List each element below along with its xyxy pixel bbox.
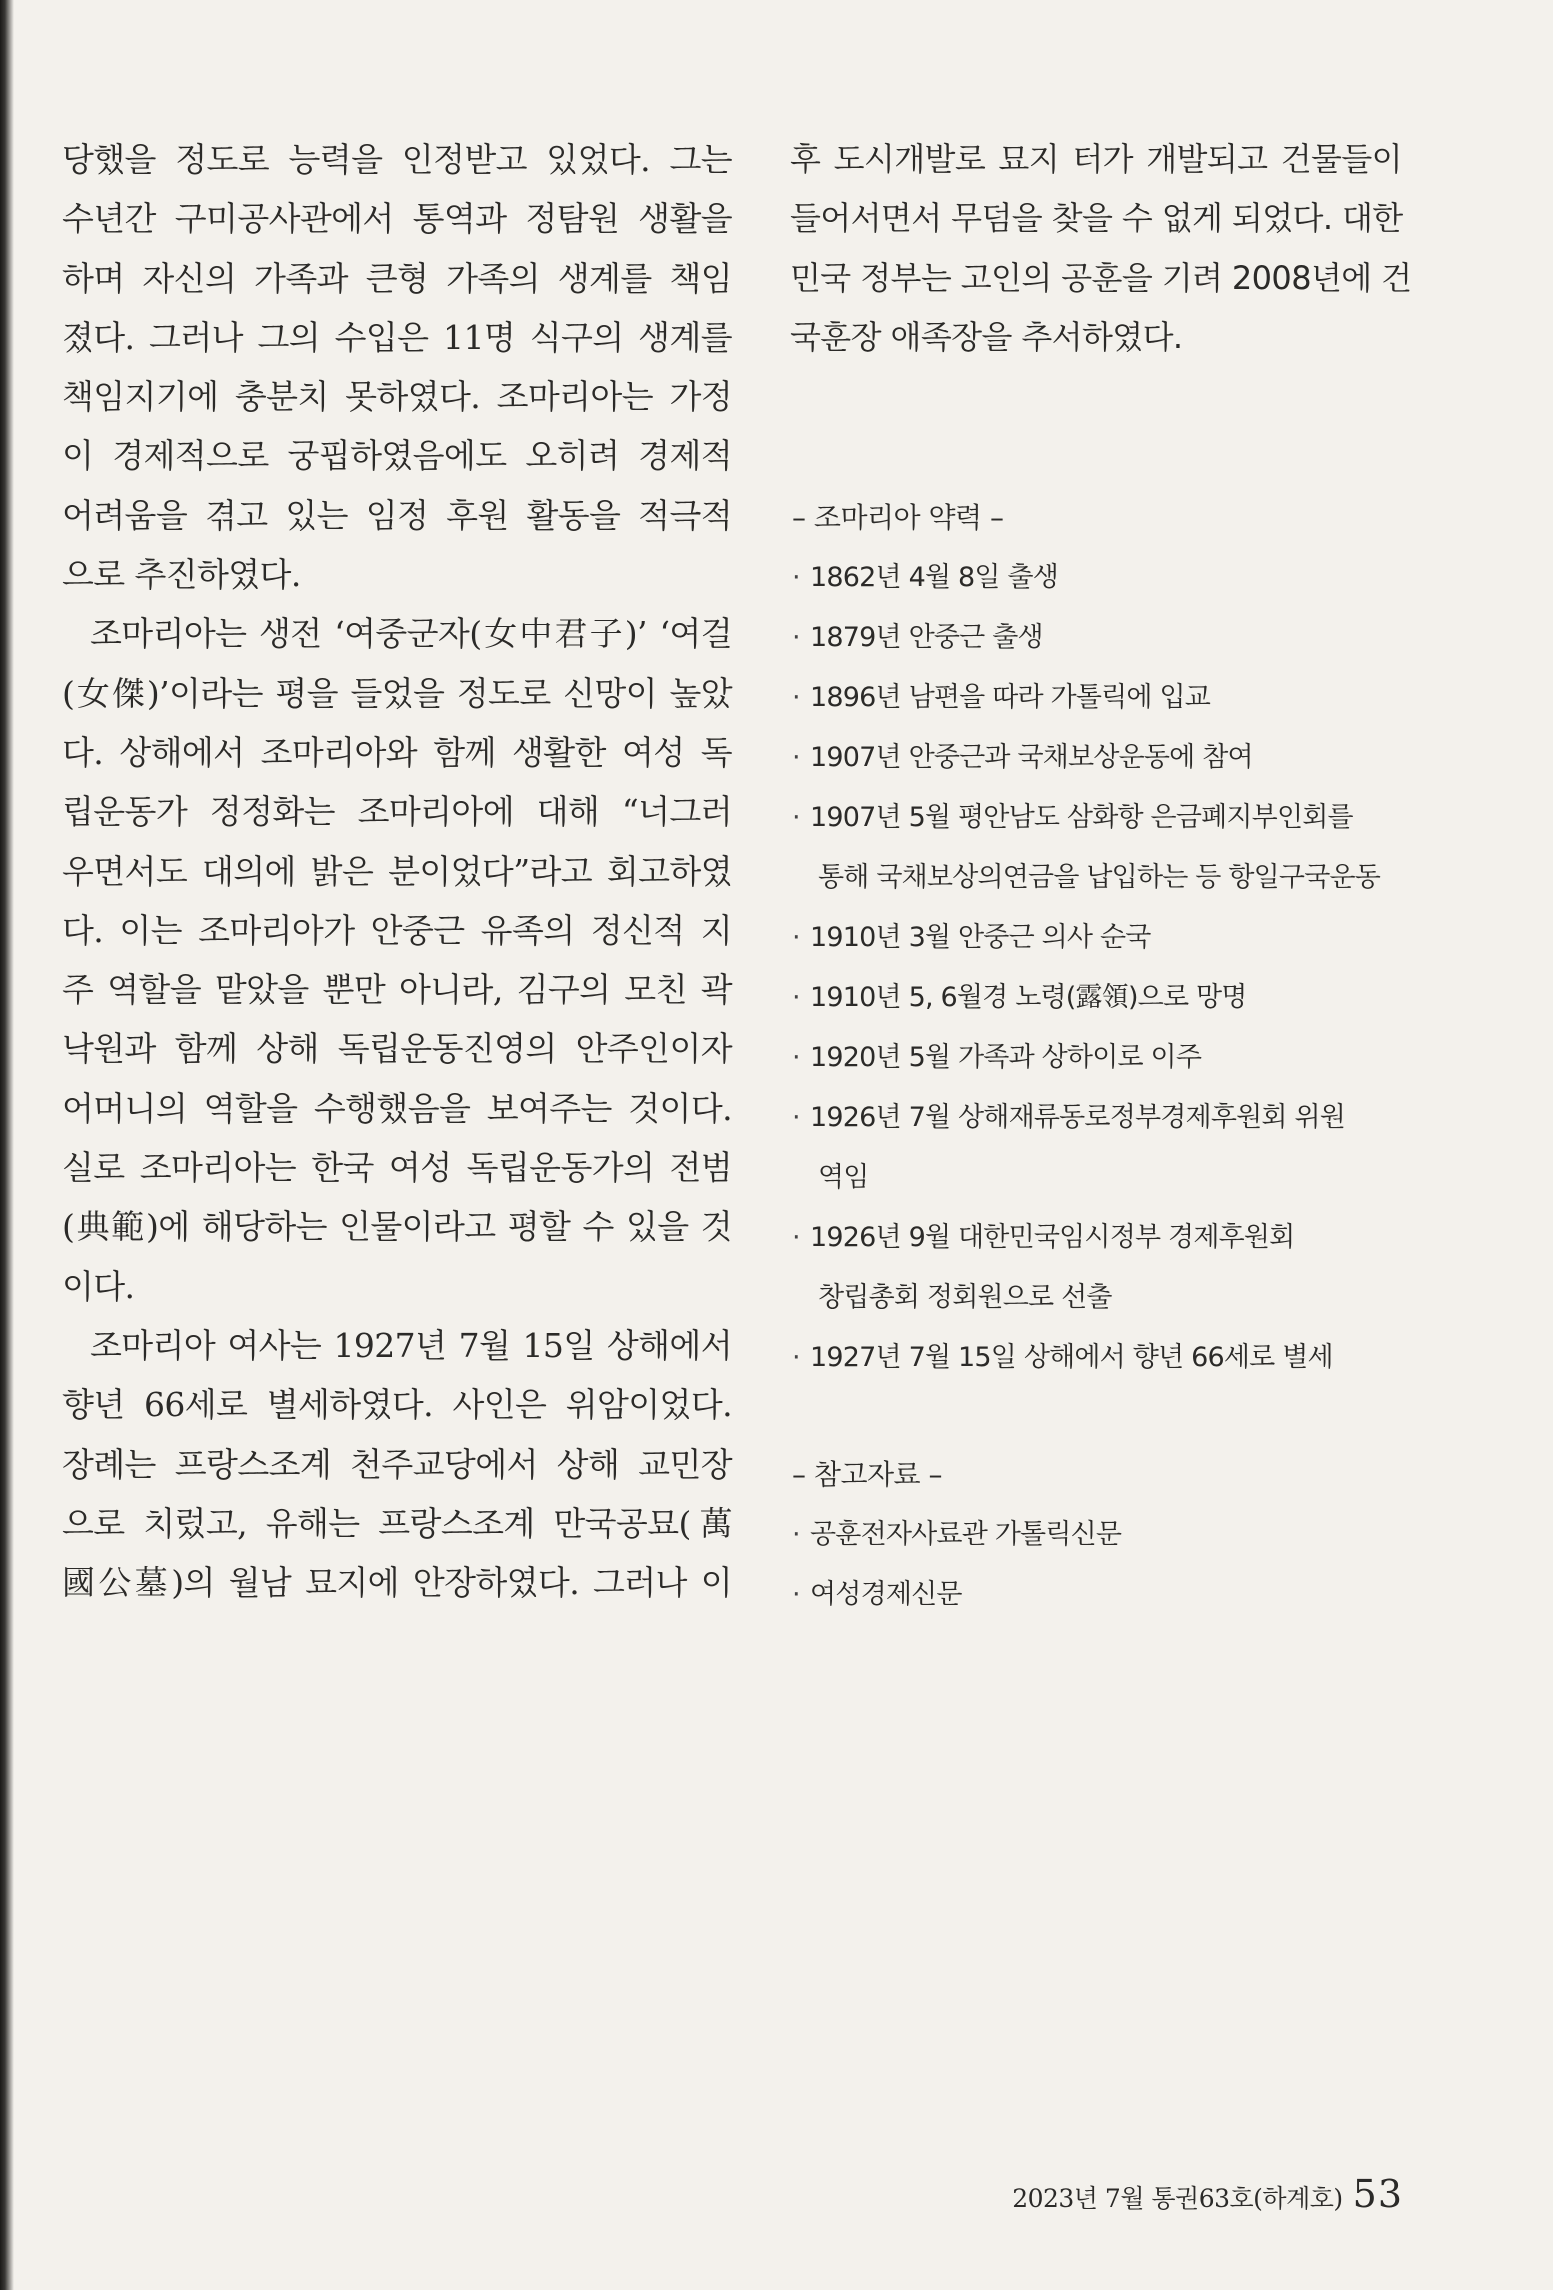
bullet-dot: · [792, 1102, 800, 1133]
page-binding-shadow [0, 0, 14, 2290]
bullet-dot: · [792, 622, 800, 653]
career-item-text: 1879년 안중근 출생 [810, 622, 1043, 653]
paragraph-line: 후 도시개발로 묘지 터가 개발되고 건물들이 [790, 140, 1402, 178]
career-item-text: 1907년 5월 평안남도 삼화항 은금폐지부인회를 [810, 802, 1353, 833]
career-item [792, 1208, 1412, 1268]
career-item-text: 1926년 7월 상해재류동로정부경제후원회 위원 [810, 1102, 1346, 1133]
career-item [792, 788, 1412, 848]
page-footer [1012, 2172, 1403, 2216]
career-item [792, 908, 1412, 968]
issue-info: 2023년 7월 통권63호(하계호) [1012, 2184, 1343, 2213]
left-text-column [62, 130, 732, 1612]
paragraph-line: 조마리아 여사는 1927년 7월 15일 상해에서 [90, 1325, 732, 1365]
paragraph-line: 당했을 정도로 능력을 인정받고 있었다. 그는 [62, 140, 732, 179]
bullet-dot: · [792, 922, 800, 953]
paragraph-line: 국훈장 애족장을 추서하였다. [790, 317, 1183, 356]
reference-item-text: 여성경제신문 [810, 1579, 962, 1610]
paragraph-line: 졌다. 그러나 그의 수입은 11명 식구의 생계를 [62, 317, 732, 357]
bullet-dot: · [792, 742, 800, 773]
career-item [792, 968, 1412, 1028]
paragraph-line: 낙원과 함께 상해 독립운동진영의 안주인이자 [62, 1029, 732, 1069]
career-item-text: 1920년 5월 가족과 상하이로 이주 [810, 1042, 1202, 1073]
career-section [792, 488, 1412, 1388]
reference-item-text: 공훈전자사료관 가톨릭신문 [810, 1519, 1122, 1550]
bullet-dot: · [792, 802, 800, 833]
career-item-text: 1907년 안중근과 국채보상운동에 참여 [810, 742, 1253, 773]
reference-item [792, 1565, 1412, 1625]
paragraph-line: 어려움을 겪고 있는 임정 후원 활동을 적극적 [62, 495, 732, 535]
paragraph-line: 이다. [62, 1266, 135, 1306]
paragraph-line: 으로 추진하였다. [62, 555, 301, 595]
paragraph-line: 향년 66세로 별세하였다. 사인은 위암이었다. [62, 1385, 732, 1425]
career-item-continuation: 창립총회 정회원으로 선출 [818, 1282, 1112, 1313]
paragraph-line: 민국 정부는 고인의 공훈을 기려 2008년에 건 [790, 258, 1412, 297]
paragraph-line: 우면서도 대의에 밝은 분이었다”라고 회고하였 [62, 851, 732, 891]
paragraph-line: 들어서면서 무덤을 찾을 수 없게 되었다. 대한 [790, 199, 1403, 238]
bullet-dot: · [792, 1042, 800, 1073]
career-item-continuation: 역임 [818, 1162, 869, 1193]
paragraph-line: 다. 이는 조마리아가 안중근 유족의 정신적 지 [62, 910, 732, 950]
paragraph-line: 실로 조마리아는 한국 여성 독립운동가의 전범 [62, 1148, 732, 1188]
paragraph-line: 어머니의 역할을 수행했음을 보여주는 것이다. [62, 1088, 732, 1128]
career-item [792, 608, 1412, 668]
paragraph-line: 하며 자신의 가족과 큰형 가족의 생계를 책임 [62, 258, 732, 298]
career-item-text: 1927년 7월 15일 상해에서 향년 66세로 별세 [810, 1342, 1333, 1373]
paragraph-line: 주 역할을 맡았을 뿐만 아니라, 김구의 모친 곽 [62, 970, 732, 1010]
career-item-text: 1910년 3월 안중근 의사 순국 [810, 922, 1151, 953]
career-item-text: 1926년 9월 대한민국임시정부 경제후원회 [810, 1222, 1295, 1253]
career-item [792, 668, 1412, 728]
references-heading: – 참고자료 – [792, 1458, 942, 1491]
career-item [792, 548, 1412, 608]
paragraph-line: 수년간 구미공사관에서 통역과 정탐원 생활을 [62, 199, 732, 239]
bullet-dot: · [792, 682, 800, 713]
bullet-dot: · [792, 1342, 800, 1373]
career-item-text: 1910년 5, 6월경 노령(露領)으로 망명 [810, 982, 1247, 1013]
paragraph-line: 國公墓)의 월남 묘지에 안장하였다. 그러나 이 [62, 1563, 732, 1603]
paragraph-line: 조마리아는 생전 ‘여중군자(女中君子)’ ‘여걸 [90, 614, 732, 654]
paragraph-line: 이 경제적으로 궁핍하였음에도 오히려 경제적 [62, 436, 732, 476]
career-item-continuation: 통해 국채보상의연금을 납입하는 등 항일구국운동 [818, 862, 1381, 893]
paragraph-line: (典範)에 해당하는 인물이라고 평할 수 있을 것 [62, 1207, 732, 1247]
career-item [792, 1088, 1412, 1148]
career-item-text: 1896년 남편을 따라 가톨릭에 입교 [810, 682, 1211, 713]
references-section [792, 1445, 1412, 1625]
career-item-text: 1862년 4월 8일 출생 [810, 562, 1059, 593]
reference-item [792, 1505, 1412, 1565]
paragraph-line: (女傑)’이라는 평을 들었을 정도로 신망이 높았 [62, 673, 732, 713]
career-item [792, 728, 1412, 788]
bullet-dot: · [792, 1222, 800, 1253]
bullet-dot: · [792, 1519, 800, 1550]
right-text-column [790, 130, 1412, 367]
paragraph-line: 책임지기에 충분치 못하였다. 조마리아는 가정 [62, 377, 732, 417]
bullet-dot: · [792, 1579, 800, 1610]
bullet-dot: · [792, 982, 800, 1013]
paragraph-line: 으로 치렀고, 유해는 프랑스조계 만국공묘(萬 [62, 1503, 732, 1543]
paragraph-line: 립운동가 정정화는 조마리아에 대해 “너그러 [62, 792, 732, 832]
paragraph-line: 장례는 프랑스조계 천주교당에서 상해 교민장 [62, 1444, 732, 1484]
paragraph-line: 다. 상해에서 조마리아와 함께 생활한 여성 독 [62, 732, 732, 772]
bullet-dot: · [792, 562, 800, 593]
career-item [792, 1328, 1412, 1388]
page-number: 53 [1352, 2172, 1403, 2216]
career-item [792, 1028, 1412, 1088]
career-heading: – 조마리아 약력 – [792, 501, 1004, 534]
